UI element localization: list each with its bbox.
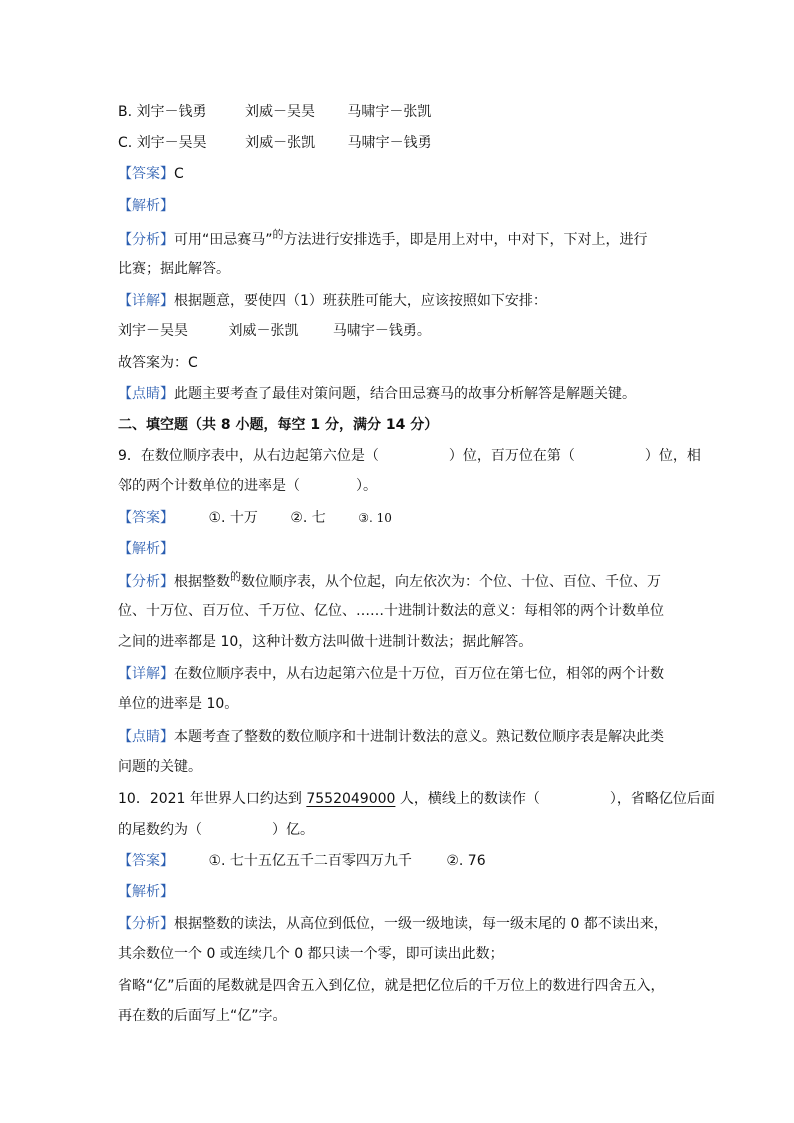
fenxi-text-cont: 方法进行安排选手，即是用上对中，中对下，下对上，进行 [283,232,648,248]
q10-jiexi-tag: 【解析】 [118,884,174,900]
option-b [118,102,431,122]
q9-answer [118,508,392,528]
option-c [118,133,432,153]
q8-fenxi-line-2: 比赛；据此解答。 [118,261,230,277]
option-c-pair-1: 刘宇－吴昊 [136,135,207,151]
q10-fenxi-line-3: 省略“亿”后面的尾数就是四舍五入到亿位，就是把亿位后的千万位上的数进行四舍五入， [118,978,665,994]
q10-fenxi-line-2: 其余数位一个 0 或连续几个 0 都只读一个零，即可读出此数； [118,946,504,962]
option-b-pair-1: 刘宇－钱勇 [136,104,207,120]
fenxi-text-cont: 数位顺序表，从个位起，向左依次为：个位、十位、百位、千位、万 [241,574,661,590]
q10-fenxi-line-4: 再在数的后面写上“亿”字。 [118,1008,287,1024]
q8-xiangjie [118,291,547,311]
answer-2: ②. 76 [446,853,486,869]
q9-fenxi-line-3: 之间的进率都是 10，这种计数方法叫做十进制计数法；据此解答。 [118,634,533,650]
answer-3: ③. 10 [358,511,392,525]
answer-tag: 【答案】 [118,853,174,869]
q8-jiexi-tag: 【解析】 [118,198,174,214]
answer-1: ①. 十万 [208,510,258,526]
q9-jiexi-tag: 【解析】 [118,541,174,557]
q8-final: 故答案为：C [118,355,198,371]
q10-answer [118,851,486,871]
option-b-pair-2: 刘威－吴昊 [244,104,315,120]
pair-2: 刘威－张凯 [228,323,299,339]
q10-stem-line-2: 的尾数约为（ ）亿。 [118,822,314,838]
fenxi-text: 根据整数 [174,574,230,590]
q8-answer [118,164,184,184]
dianjing-text: 本题考查了整数的数位顺序和十进制计数法的意义。熟记数位顺序表是解决此类 [174,729,664,745]
q10-stem-text: 10．2021 年世界人口约达到 [118,791,307,807]
fenxi-text: 根据整数的读法，从高位到低位，一级一级地读，每一级末尾的 0 都不读出来， [174,916,668,932]
option-c-prefix: C. [118,135,133,151]
option-b-pair-3: 马啸宇－张凯 [347,104,432,120]
q9-fenxi-line-1 [118,572,661,593]
answer-1: ①. 七十五亿五千二百零四万九千 [208,853,412,869]
underlined-number: 7552049000 [306,791,396,807]
fenxi-tag: 【分析】 [118,232,174,248]
answer-tag: 【答案】 [118,510,174,526]
answer-tag: 【答案】 [118,166,174,182]
q9-dianjing-line-1 [118,727,664,747]
dianjing-tag: 【点睛】 [118,729,174,745]
fenxi-superscript: 的 [272,228,284,241]
option-b-prefix: B. [118,104,133,120]
pair-3: 马啸宇－钱勇。 [332,323,431,339]
answer-value: C [174,166,184,182]
option-c-pair-2: 刘威－张凯 [245,135,316,151]
dianjing-text: 此题主要考查了最佳对策问题，结合田忌赛马的故事分析解答是解题关键。 [174,386,636,402]
dianjing-tag: 【点睛】 [118,386,174,402]
xiangjie-tag: 【详解】 [118,666,174,682]
q8-pairs [118,321,431,341]
option-c-pair-3: 马啸宇－钱勇 [347,135,432,151]
q10-stem-text-cont: 人，横线上的数读作（ ），省略亿位后面 [395,791,715,807]
q9-dianjing-line-2: 问题的关键。 [118,759,202,775]
fenxi-superscript: 的 [230,570,241,583]
q8-fenxi-line-1 [118,230,648,251]
q9-fenxi-line-2: 位、十万位、百万位、千万位、亿位、……十进制计数法的意义：每相邻的两个计数单位 [118,603,664,619]
xiangjie-text: 在数位顺序表中，从右边起第六位是十万位，百万位在第七位，相邻的两个计数 [174,666,664,682]
q10-stem-line-1 [118,789,715,809]
section-heading: 二、填空题（共 8 小题，每空 1 分，满分 14 分） [118,417,439,433]
q8-dianjing [118,384,636,404]
q10-fenxi-line-1 [118,914,668,934]
q9-xiangjie-line-1 [118,664,664,684]
pair-1: 刘宇－吴昊 [118,323,188,339]
answer-2: ②. 七 [290,510,326,526]
q9-stem-line-1: 9．在数位顺序表中，从右边起第六位是（ ）位，百万位在第（ ）位，相 [118,448,701,464]
fenxi-text: 可用“田忌赛马” [174,232,273,248]
fenxi-tag: 【分析】 [118,574,174,590]
q9-xiangjie-line-2: 单位的进率是 10。 [118,696,239,712]
fenxi-tag: 【分析】 [118,916,174,932]
xiangjie-text: 根据题意，要使四（1）班获胜可能大，应该按照如下安排： [174,293,547,309]
xiangjie-tag: 【详解】 [118,293,174,309]
q9-stem-line-2: 邻的两个计数单位的进率是（ ）。 [118,478,377,494]
